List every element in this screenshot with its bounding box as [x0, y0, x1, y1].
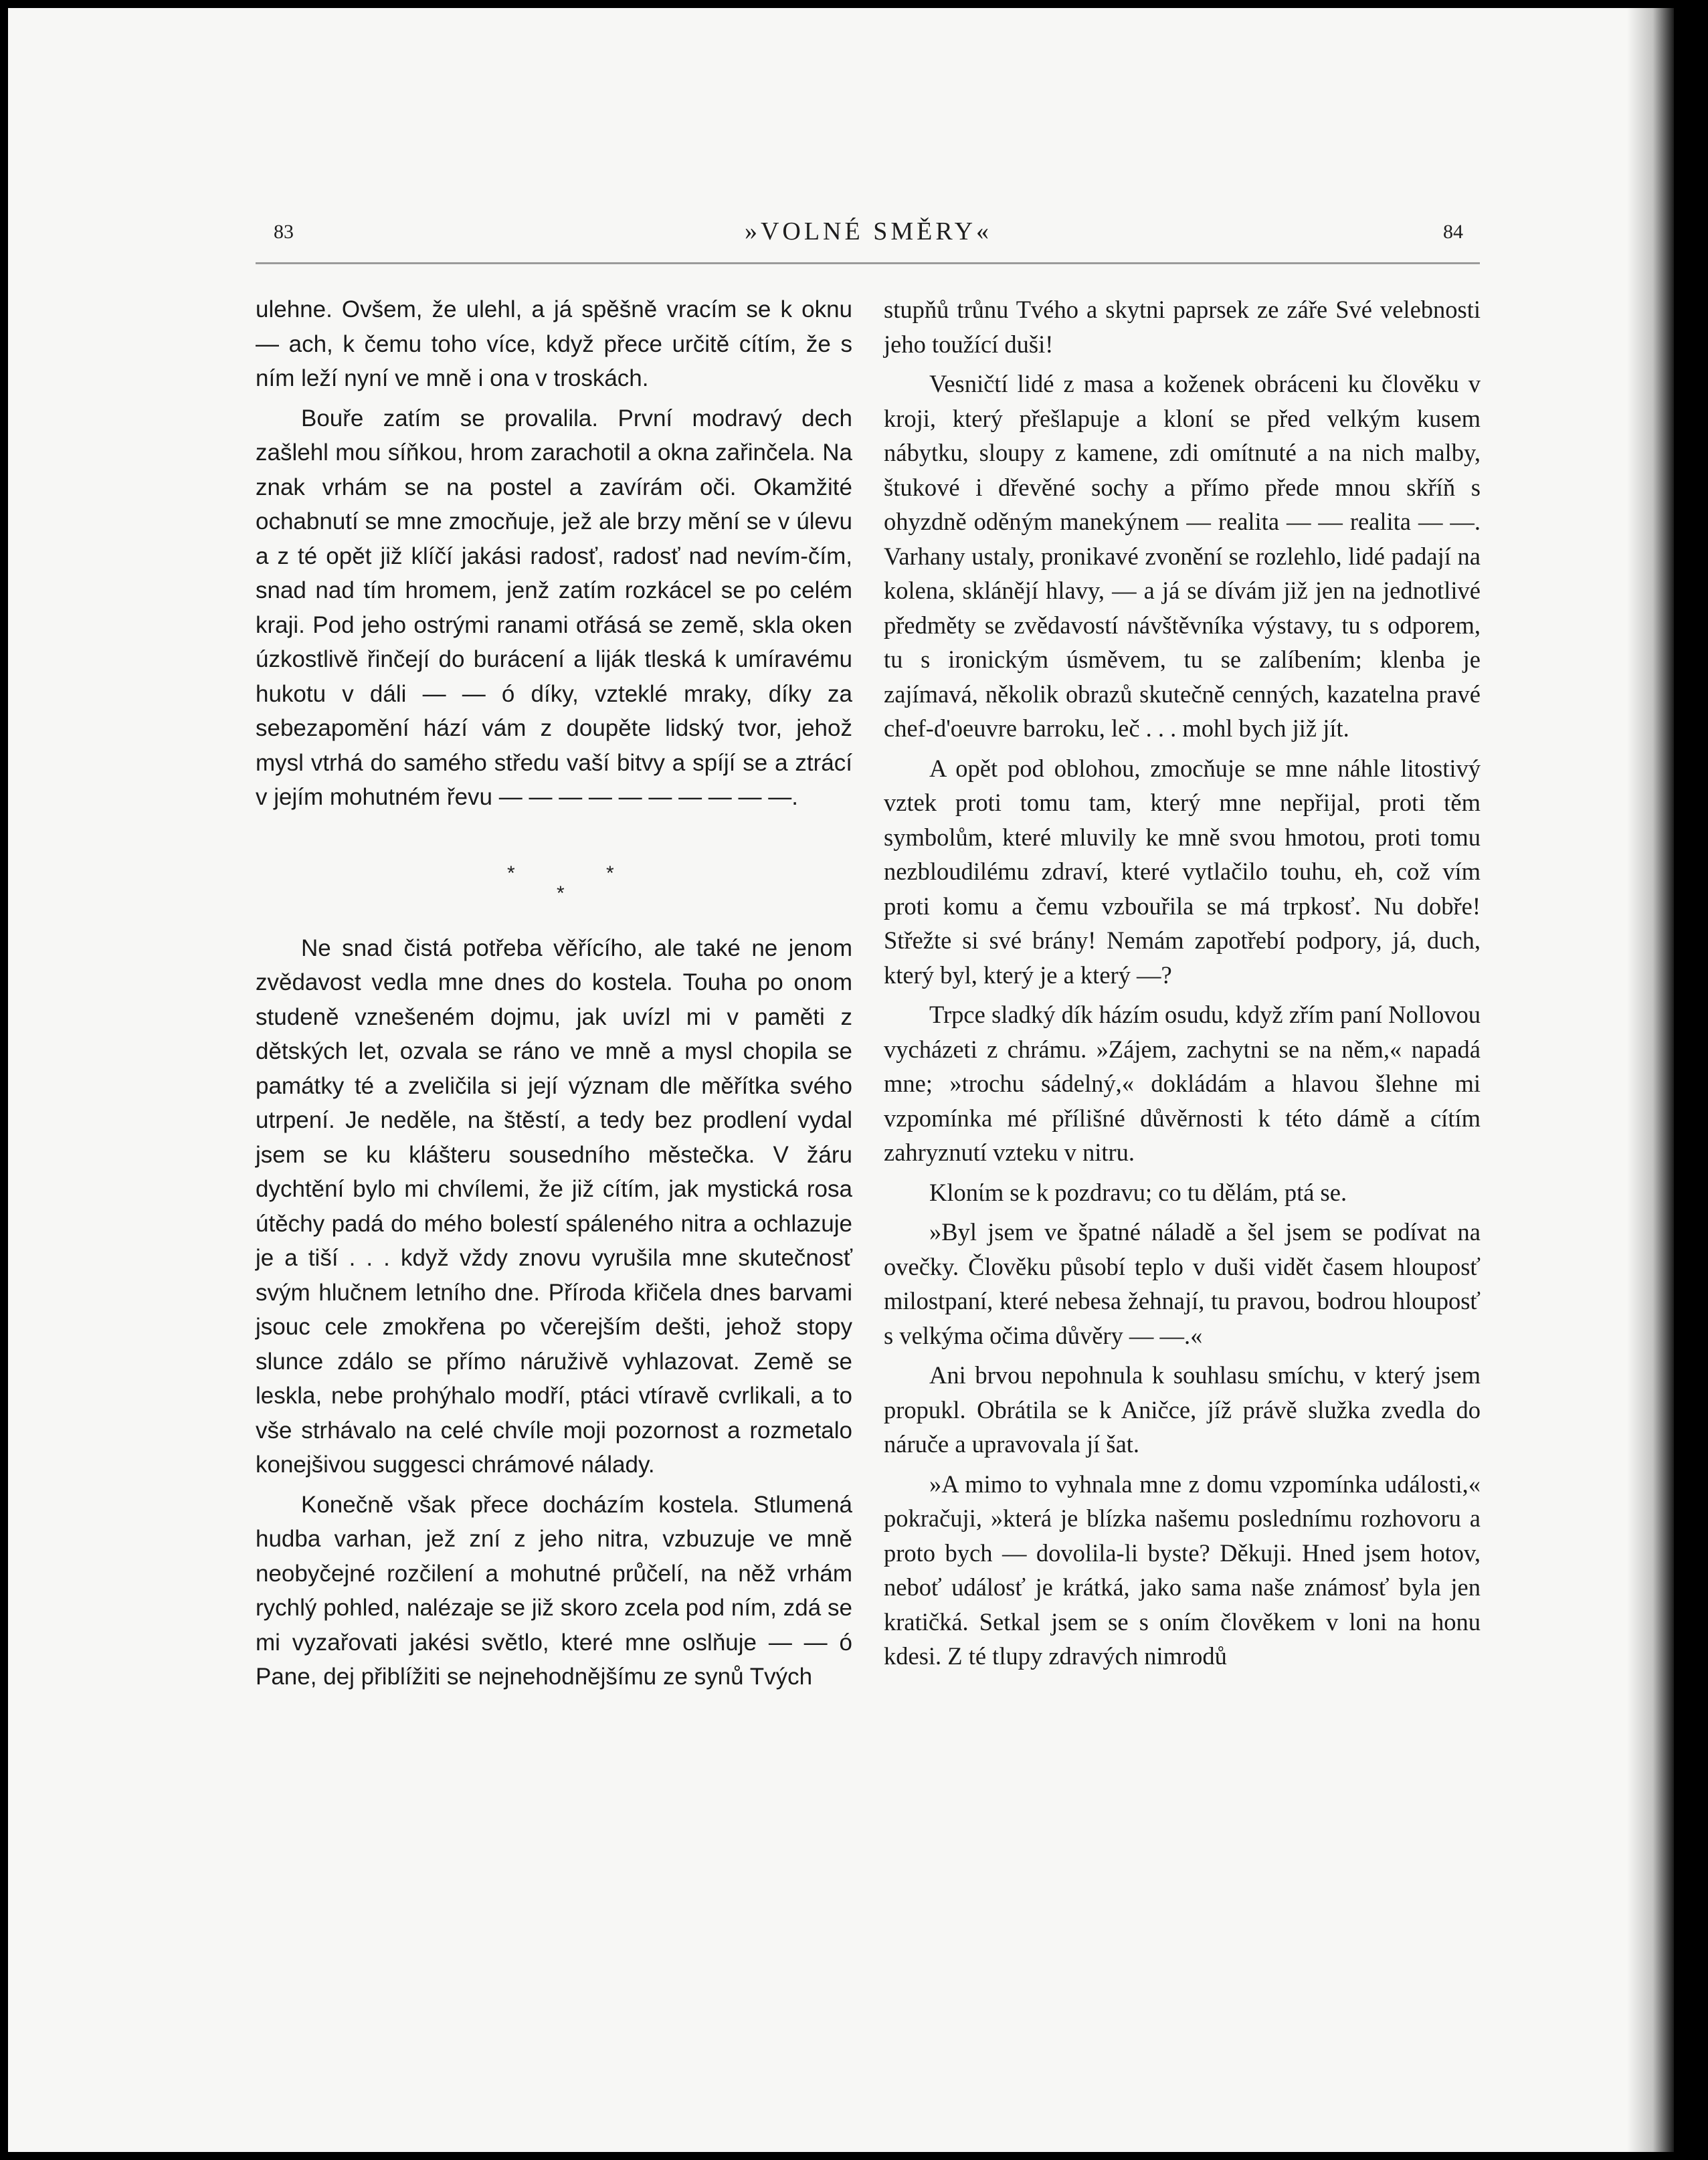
- left-column: [256, 292, 852, 2058]
- left-paragraph-1: ulehne. Ovšem, že ulehl, a já spěšně vracím se k oknu — ach, k čemu toho více, když přece určitě cítím, že s ním leží nyní ve mně i ona v troskách.: [256, 296, 852, 391]
- asterisk: *: [557, 882, 565, 904]
- right-column: [884, 292, 1481, 2058]
- running-header: [274, 217, 1463, 250]
- book-page: [8, 8, 1674, 2152]
- left-paragraph-4: Konečně však přece docházím kostela. Stlumená hudba varhan, jež zní z jeho nitra, vzbuzuje ve mně neobyčejné rozčilení a mohutné průčelí, na něž vrhám rychlý pohled, nalézaje se již skoro zcela pod ním, zdá se mi vyzařovati jakési světlo, které mne oslňuje — — ó Pane, dej přiblížiti se nejnehodnějšímu ze synů Tvých: [256, 1491, 852, 1690]
- right-paragraph-4: Trpce sladký dík házím osudu, když zřím paní Nollovou vycházeti z chrámu. »Zájem, zachytni se na něm,« napadá mne; »trochu sádelný,« dokládám a hlavou šlehne mi vzpomínka mé přílišné důvěrnosti k této dámě a cítím zahryznutí vzteku v nitru.: [884, 1001, 1481, 1166]
- page-number-left: 83: [274, 221, 294, 243]
- left-paragraph-2: Bouře zatím se provalila. První modravý dech zašlehl mou síňkou, hrom zarachotil a okna zařinčela. Na znak vrhám se na postel a zavírám oči. Okamžité ochabnutí se mne zmocňuje, jež ale brzy mění se v úlevu a z té opět již klíčí jakási radosť, radosť nad nevím-čím, snad nad tím hromem, jenž zatím rozkácel se po celém kraji. Pod jeho ostrými ranami otřásá se země, skla oken úzkostlivě řinčejí do burácení a liják tleská k umíravému hukotu v dáli — — ó díky, vzteklé mraky, díky za sebezapomění hází vám z doupěte lidský tvor, jehož mysl vtrhá do samého středu vaší bitvy a spíjí se a ztrácí v jejím mohutném řevu — — — — — — — — — —.: [256, 405, 852, 810]
- right-paragraph-3: A opět pod oblohou, zmocňuje se mne náhle litostivý vztek proti tomu tam, který mne nepřijal, proti těm symbolům, které mluvily ke mně svou hmotou, proti tomu nezbloudilému zdraví, které vytlačilo touhu, eh, což vím proti komu a čemu vzbouřila se má trpkosť. Nu dobře! Střežte si své brány! Nemám zapotřebí podpory, já, duch, který byl, který je a který —?: [884, 754, 1481, 989]
- page-number-right: 84: [1443, 221, 1463, 243]
- spine-shadow: [1627, 8, 1674, 2152]
- journal-title: »VOLNÉ SMĚRY«: [744, 217, 993, 246]
- section-break-asterisks: [256, 820, 852, 920]
- header-rule: [256, 262, 1480, 264]
- right-paragraph-2: Vesničtí lidé z masa a koženek obráceni ku člověku v kroji, který přešlapuje a klonί se před velkým kusem nábytku, sloupy z kamene, zdi omítnuté a na nich malby, štukové i dřevěné sochy a přímo přede mnou skříň s ohyzdně oděným manekýnem — realita — — realita — —. Varhany ustaly, pronikavé zvonění se rozlehlo, lidé padají na kolena, sklánějí hlavy, — a já se dívám již jen na jednotlivé předměty se zvědavostí návštěvníka výstavy, tu s odporem, tu s ironickým úsměvem, tu se zalíbením; klenba je zajímavá, několik obrazů skutečně cenných, kazatelna pravé chef-d'oeuvre barroku, leč . . . mohl bych již jít.: [884, 370, 1481, 742]
- asterisk: *: [606, 862, 614, 884]
- right-paragraph-7: Ani brvou nepohnula k souhlasu smíchu, v který jsem propukl. Obrátila se k Aničce, jíž právě služka zvedla do náruče a upravovala jí šat.: [884, 1361, 1481, 1458]
- right-paragraph-6: »Byl jsem ve špatné náladě a šel jsem se podívat na ovečky. Člověku působí teplo v duši vidět časem hlouposť milostpaní, které nebesa žehnají, tu pravou, bodrou hlouposť s velkýma očima důvěry — —.«: [884, 1218, 1481, 1349]
- right-paragraph-1: stupňů trůnu Tvého a skytni paprsek ze záře Své velebnosti jeho toužící duši!: [884, 296, 1481, 358]
- right-paragraph-8: »A mimo to vyhnala mne z domu vzpomínka události,« pokračuji, »která je blízka našemu poslednímu rozhovoru a proto bych — dovolila-li byste? Děkuji. Hned jsem hotov, neboť událosť je krátká, jako sama naše známosť byla jen kratičká. Setkal jsem se s oním člověkem v loni na honu kdesi. Z té tlupy zdravých nimrodů: [884, 1470, 1481, 1670]
- right-paragraph-5: Klonίm se k pozdravu; co tu dělám, ptá se.: [929, 1178, 1347, 1206]
- asterisk: *: [507, 862, 515, 884]
- left-paragraph-3: Ne snad čistá potřeba věřícího, ale také ne jenom zvědavost vedla mne dnes do kostela. Touha po onom studeně vznešeném dojmu, jak uvízl mi v paměti z dětských let, ozvala se ráno ve mně a mysl chopila se památky té a zveličila si její význam dle měřítka svého utrpení. Je neděle, na štěstí, a tedy bez prodlení vydal jsem se ku klášteru sousedního městečka. V žáru dychtění bylo mi chvílemi, že již cítím, jak mystická rosa útěchy padá do mého bolestí spáleného nitra a ochlazuje je a tiší . . . když vždy znovu vyrušila mne skutečnosť svým hlučnem letního dne. Příroda křičela dnes barvami jsouc cele zmokřena po včerejším dešti, jehož stopy slunce zdálo se přímo náruživě vyhlazovat. Země se leskla, nebe prohýhalo modří, ptáci vtíravě cvrlikali, a to vše strhávalo na celé chvíle moji pozornost a rozmetalo konejšivou suggesci chrámové nálady.: [256, 935, 852, 1478]
